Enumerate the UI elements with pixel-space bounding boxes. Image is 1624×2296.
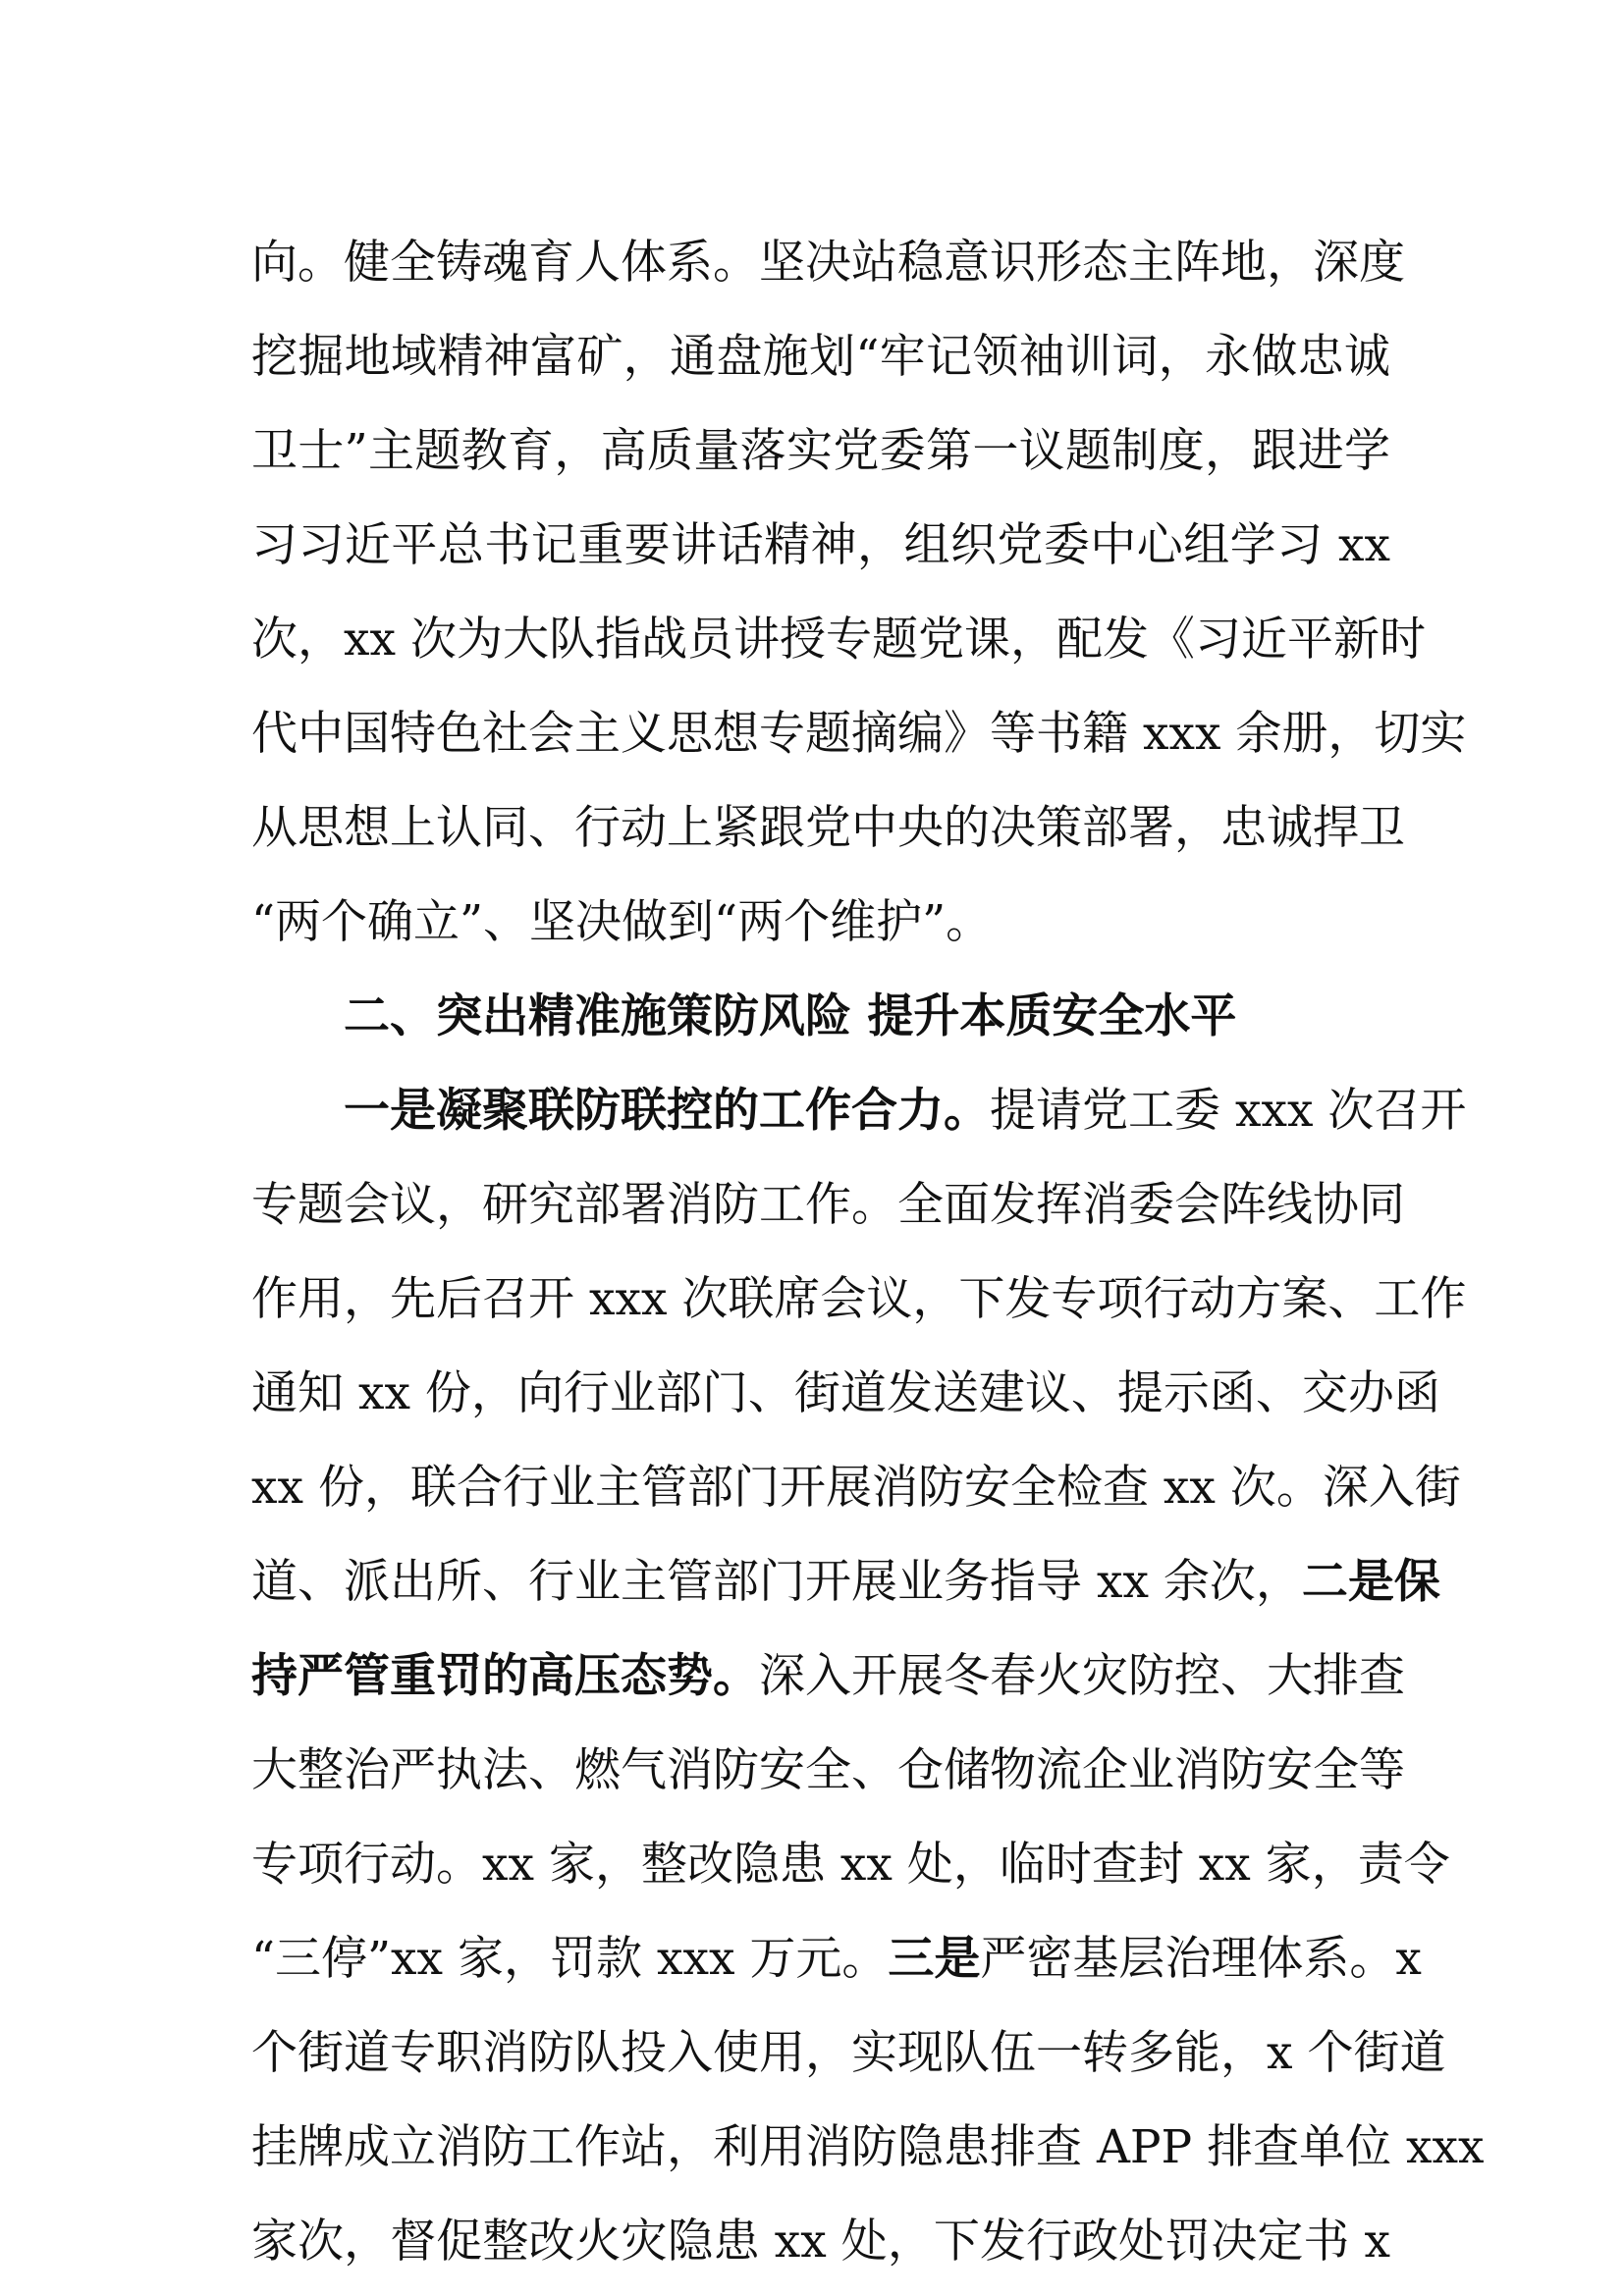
text-line [251,1724,1405,1818]
text-line [251,2006,1446,2101]
text-segment: 通知 xx 份，向行业部门、街道发送建议、提示函、交办函 [251,1366,1440,1420]
text-line [251,1535,1440,1629]
text-segment: 个街道专职消防队投入使用，实现队伍一转多能，x 个街道 [251,2026,1446,2080]
text-line [251,1253,1467,1347]
text-segment: 挂牌成立消防工作站，利用消防隐患排查 APP 排查单位 xxx [251,2120,1485,2174]
text-line [251,876,1390,970]
text-line [251,593,1426,687]
text-line [251,1629,1405,1724]
text-segment: 挖掘地域精神富矿，通盘施划“牢记领袖训词，永做忠诚 [251,330,1390,384]
text-line [344,1064,1467,1158]
bold-lead-text: 持严管重罚的高压态势。 [251,1649,759,1703]
text-segment: 提请党工委 xxx 次召开 [990,1084,1467,1138]
text-segment: 从思想上认同、行动上紧跟党中央的决策部署，忠诚捍卫 [251,801,1405,855]
text-segment: xx 份，联合行业主管部门开展消防安全检查 xx 次。深入街 [251,1461,1461,1515]
text-segment: “三停”xx 家，罚款 xxx 万元。 [251,1932,889,1986]
text-line [251,1912,1422,2006]
text-segment: “两个确立”、坚决做到“两个维护”。 [251,895,993,949]
text-line [251,216,1405,310]
section-heading [344,970,1390,1064]
bold-lead-text: 三是 [888,1932,981,1986]
text-line [251,499,1390,593]
text-segment: 专题会议，研究部署消防工作。全面发挥消委会阵线协同 [251,1178,1405,1232]
bold-lead-text: 一是凝聚联防联控的工作合力。 [344,1084,990,1138]
text-segment: 深入开展冬春火灾防控、大排查 [759,1649,1405,1703]
text-segment: 道、派出所、行业主管部门开展业务指导 xx 余次， [251,1555,1302,1609]
text-segment: 家次，督促整改火灾隐患 xx 处，下发行政处罚决定书 x [251,2215,1390,2269]
text-line [251,2101,1485,2195]
bold-lead-text: 二是保 [1301,1555,1440,1609]
text-segment: 卫士”主题教育，高质量落实党委第一议题制度，跟进学 [251,424,1390,478]
text-segment: 大整治严执法、燃气消防安全、仓储物流企业消防安全等 [251,1743,1405,1797]
text-line [251,1158,1405,1253]
text-segment: 专项行动。xx 家，整改隐患 xx 处，临时查封 xx 家，责令 [251,1838,1450,1892]
text-line [251,781,1405,876]
text-line [251,404,1390,499]
heading-text: 二、突出精准施策防风险 提升本质安全水平 [344,989,1237,1043]
text-line [251,687,1467,781]
text-segment: 代中国特色社会主义思想专题摘编》等书籍 xxx 余册，切实 [251,707,1467,761]
text-segment: 习习近平总书记重要讲话精神，组织党委中心组学习 xx [251,518,1390,572]
text-segment: 作用，先后召开 xxx 次联席会议，下发专项行动方案、工作 [251,1272,1467,1326]
text-line [251,1347,1440,1441]
text-line [251,310,1390,404]
text-segment: 严密基层治理体系。x [980,1932,1422,1986]
text-line [251,2195,1390,2289]
text-segment: 向。健全铸魂育人体系。坚决站稳意识形态主阵地，深度 [251,236,1405,290]
text-line [251,1441,1461,1535]
text-segment: 次，xx 次为大队指战员讲授专题党课，配发《习近平新时 [251,613,1426,667]
text-line [251,1818,1450,1912]
